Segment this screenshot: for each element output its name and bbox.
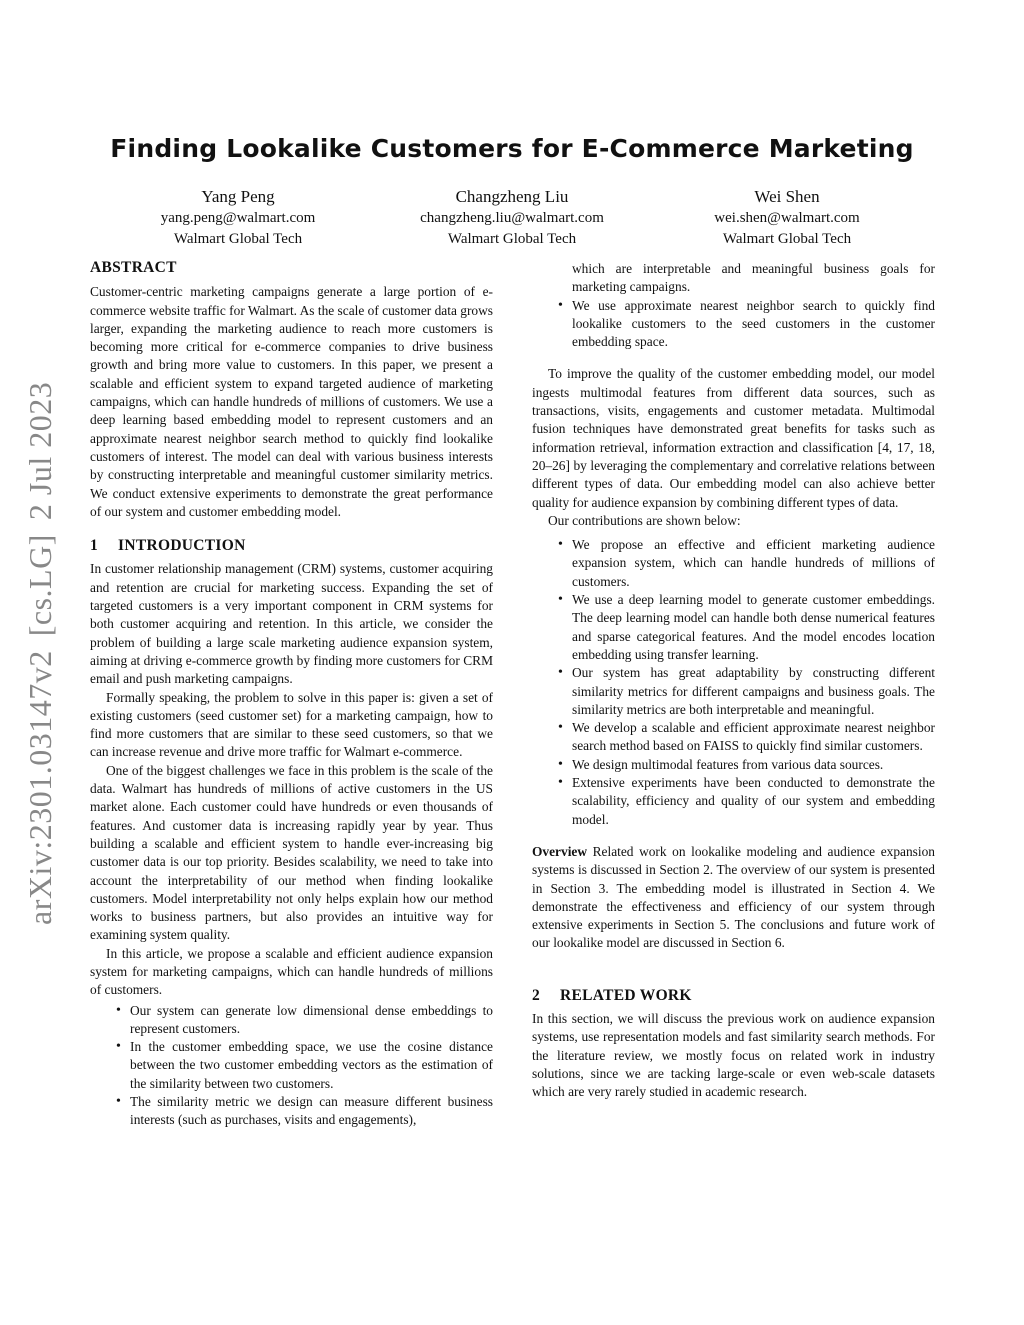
paragraph: In this section, we will discuss the previous work on audience expansion systems, use representation models and fast similarity search methods. For the literature review, we mostly focus on related work in industry solutions, since we are tacking large-scale or even web-scale datasets which are very rarely studied in academic research. [532,1010,935,1100]
overview-paragraph: Overview Related work on lookalike modeling and audience expansion systems is discussed in Section 2. The overview of our system is presented in Section 3. The embedding model is illustrated in Section 4. We demonstrate the effectiveness and efficiency of our system through extensive experiments in Section 5. The conclusions and future work of our lookalike model are discussed in Section 6. [532,843,935,951]
author-block [88,186,388,249]
paragraph: In customer relationship management (CRM) systems, customer acquiring and retention are crucial for marketing success. Expanding the set of targeted customers is a very important component in CRM systems for both customer acquiring and retention. In this article, we consider the problem of building a large scale marketing audience expansion system, aiming at driving e-commerce growth by finding more customers for CRM email and push marketing campaigns. [90,561,493,687]
arxiv-identifier [22,368,59,925]
paragraph: Our contributions are shown below: [548,512,741,528]
list-item: • We use approximate nearest neighbor search to quickly find lookalike customers to the seed customers in the customer embedding space. [572,297,935,352]
author-block [637,186,937,249]
arxiv-date: 2 Jul 2023 [22,381,58,521]
list-item: • Our system has great adaptability by constructing different similarity metrics for different campaigns and business goals. The similarity metrics are both interpretable and meaningful. [572,664,935,719]
author-name: Wei Shen [754,187,820,206]
author-name: Yang Peng [201,187,275,206]
arxiv-category: [cs.LG] [22,534,58,637]
arxiv-id: arXiv:2301.03147v2 [22,650,58,925]
paper-title: Finding Lookalike Customers for E-Commerce Marketing [110,134,914,163]
related-work-heading: 2 RELATED WORK [532,986,692,1004]
bullet-list [532,260,935,351]
author-name: Changzheng Liu [455,187,569,206]
paragraph: In this article, we propose a scalable and efficient audience expansion system for marketing campaigns, which can handle hundreds of millions of customers. [90,945,493,998]
left-column [90,259,493,1130]
list-item: • We design multimodal features from various data sources. [572,756,935,774]
list-item: • Our system can generate low dimensional dense embeddings to represent customers. [130,1002,493,1039]
bullet-list [90,1002,493,1130]
overview-label: Overview [532,843,588,859]
list-item: • In the customer embedding space, we use the cosine distance between the two customer embedding vectors as the estimation of the similarity between two customers. [130,1038,493,1093]
author-email: changzheng.liu@walmart.com [420,210,604,226]
paragraph: Formally speaking, the problem to solve in this paper is: given a set of existing customers (seed customer set) for a marketing campaign, how to find more customers that are similar to these seed customers, so that we can increase revenue and drive more traffic for Walmart e-commerce. [90,689,493,760]
list-item: • The similarity metric we design can measure different business interests (such as purchases, visits and engagements), [130,1093,493,1130]
list-item: • Extensive experiments have been conducted to demonstrate the scalability, efficiency and quality of our system and embedding model. [572,774,935,829]
paragraph: To improve the quality of the customer embedding model, our model ingests multimodal features from different data sources, such as transactions, visits, engagements and customer metadata. Multimodal fusion techniques have demonstrated great benefits for tasks such as information retrieval, information extraction and classification [4, 17, 18, 20–26] by leveraging the complementary and correlative relations between different types of data. Our embedding model can also achieve better quality for audience expansion by combining different types of data. [532,366,935,510]
author-affiliation: Walmart Global Tech [447,230,577,247]
author-affiliation: Walmart Global Tech [173,230,303,247]
abstract-heading: ABSTRACT [90,259,177,276]
paragraph: One of the biggest challenges we face in this problem is the scale of the data. Walmart has hundreds of millions of active customers in the US market alone. Each customer could have hundreds or even thousands of features. And customer data is increasing rapidly year by year. Thus building a scalable and efficient system to handle ever-increasing big customer data is our top priority. Besides scalability, we need to take into account the interpretability of our method when finding lookalike customers. Model interpretability not only helps explain how our method works to business partners, but also provides an intuitive way for examining system quality. [90,762,493,943]
author-email: wei.shen@walmart.com [714,210,860,226]
right-column [532,260,935,1101]
list-item: • We develop a scalable and efficient approximate nearest neighbor search method based on FAISS to quickly find similar customers. [572,719,935,756]
author-email: yang.peng@walmart.com [160,210,316,226]
abstract-text: Customer-centric marketing campaigns generate a large portion of e-commerce website traffic for Walmart. As the scale of customer data grows larger, expanding the marketing audience to reach more customers is becoming more critical for e-commerce companies to drive business growth and bring more value to customers. In this paper, we present a scalable and efficient system to expand targeted audience of marketing campaigns, which can handle hundreds of millions of customers. We use a deep learning based embedding model to represent customers and an approximate nearest neighbor search method to quickly find lookalike customers of interest. The model can deal with various business interests by constructing interpretable and meaningful customer similarity metrics. We conduct extensive experiments to demonstrate the great performance of our system and customer embedding model. [90,284,493,519]
list-item: • We use a deep learning model to generate customer embeddings. The deep learning model can handle both dense numerical features and sparse categorical features. And the model encodes location embedding using transfer learning. [572,591,935,664]
contributions-list [532,536,935,829]
list-item-continuation: which are interpretable and meaningful business goals for marketing campaigns. [572,261,935,295]
author-block [362,186,662,249]
intro-heading: 1 INTRODUCTION [90,537,246,555]
author-affiliation: Walmart Global Tech [722,230,852,247]
list-item: • We propose an effective and efficient marketing audience expansion system, which can handle hundreds of millions of customers. [572,536,935,591]
